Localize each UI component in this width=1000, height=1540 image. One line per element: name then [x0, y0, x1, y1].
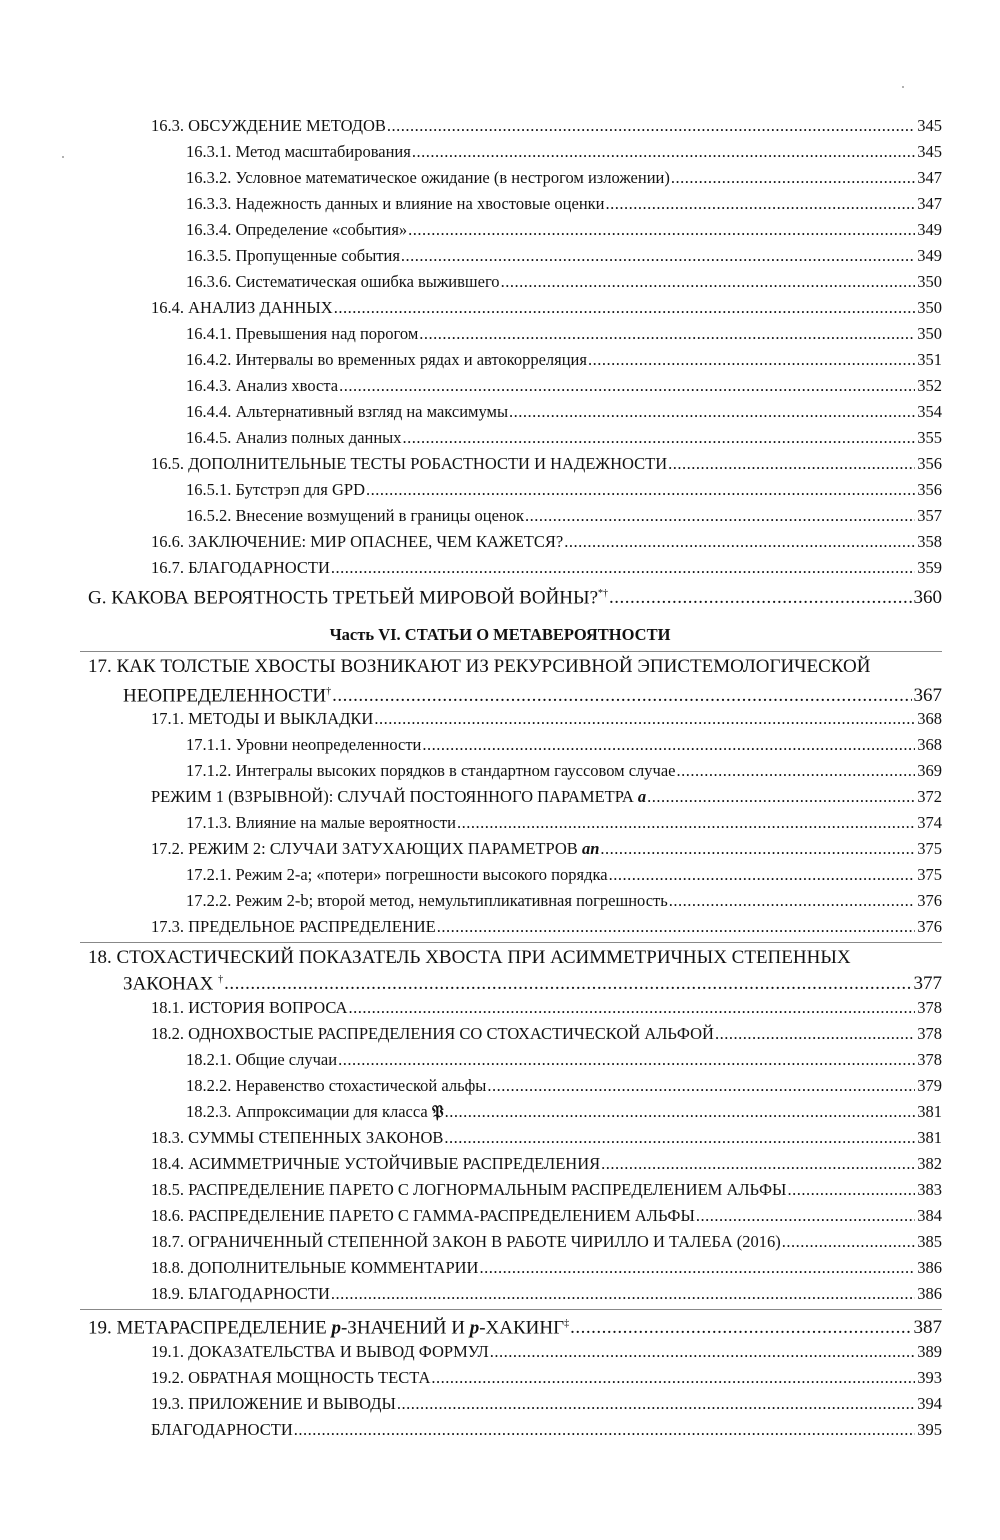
toc-leader-dots: [331, 1283, 915, 1305]
toc-leader-dots: [366, 479, 915, 501]
toc-leader-dots: [339, 375, 915, 397]
toc-entry-title: 16.3. ОБСУЖДЕНИЕ МЕТОДОВ: [151, 116, 386, 135]
toc-entry-title: 19.2. ОБРАТНАЯ МОЩНОСТЬ ТЕСТА: [151, 1368, 431, 1387]
toc-entry-title: 18.6. РАСПРЕДЕЛЕНИЕ ПАРЕТО С ГАММА-РАСПРЕДЕЛЕНИЕМ АЛЬФЫ: [151, 1206, 695, 1225]
toc-entry-title: 16.3.3. Надежность данных и влияние на хвостовые оценки: [186, 194, 605, 213]
toc-page-number: 381: [917, 1102, 942, 1121]
toc-entry-title: 18.2.3. Аппроксимации для класса: [186, 1102, 428, 1121]
divider: [80, 651, 942, 652]
toc-entry-title: 17.2.2. Режим 2-b; второй метод, немультипликативная погрешность: [186, 891, 668, 910]
toc-page-number: 357: [917, 506, 942, 525]
toc-entry-title: 16.6. ЗАКЛЮЧЕНИЕ: МИР ОПАСНЕЕ, ЧЕМ КАЖЕТСЯ?: [151, 532, 564, 551]
toc-page-number: 359: [917, 558, 942, 577]
toc-entry: [151, 786, 942, 808]
chapter-17-entry: [123, 681, 942, 707]
toc-entry-title: 17.1.3. Влияние на малые вероятности: [186, 813, 456, 832]
toc-entry: [186, 375, 942, 397]
toc-entry-title: 16.7. БЛАГОДАРНОСТИ: [151, 558, 330, 577]
toc-page-number: 395: [917, 1420, 942, 1439]
toc-leader-dots: [387, 115, 915, 137]
toc-leader-dots: [374, 708, 915, 730]
toc-entry-title: 16.3.5. Пропущенные события: [186, 246, 400, 265]
toc-entry: [186, 271, 942, 293]
toc-leader-dots: [401, 245, 915, 267]
toc-page-number: 350: [917, 324, 942, 343]
toc-leader-dots: [490, 1341, 915, 1363]
toc-entry-appendix-g: [88, 583, 942, 609]
toc-entry-param: a: [637, 787, 647, 806]
toc-entry: [151, 1179, 942, 1201]
toc-entry: [151, 1257, 942, 1279]
toc-leader-dots: [588, 349, 915, 371]
part-heading: Часть VI. СТАТЬИ О МЕТАВЕРОЯТНОСТИ: [329, 625, 671, 644]
toc-leader-dots: [479, 1257, 915, 1279]
toc-leader-dots: [647, 786, 915, 808]
toc-entry: [186, 193, 942, 215]
toc-page-number: 386: [917, 1258, 942, 1277]
toc-page-number: 368: [917, 709, 942, 728]
toc-entry: [186, 349, 942, 371]
chapter-19-entry: [88, 1313, 942, 1339]
toc-entry-mark: †: [218, 974, 224, 985]
toc-entry: [186, 812, 942, 834]
toc-entry: [151, 557, 942, 579]
toc-leader-dots: [696, 1205, 915, 1227]
toc-entry: [151, 708, 942, 730]
scan-speck: [62, 156, 64, 158]
toc-entry: [151, 531, 942, 553]
toc-entry-title: 16.4. АНАЛИЗ ДАННЫХ: [151, 298, 333, 317]
toc-page-number: 389: [917, 1342, 942, 1361]
toc-entry-title: 16.3.6. Систематическая ошибка выжившего: [186, 272, 500, 291]
toc-entry-title: 16.3.4. Определение «события»: [186, 220, 408, 239]
toc-leader-dots: [570, 1317, 911, 1339]
toc-page-number: 358: [917, 532, 942, 551]
toc-entry-title: 18.1. ИСТОРИЯ ВОПРОСА: [151, 998, 348, 1017]
toc-entry: [186, 245, 942, 267]
toc-entry-title: 16.4.1. Превышения над порогом: [186, 324, 419, 343]
toc-entry-title: 16.4.2. Интервалы во временных рядах и автокорреляция: [186, 350, 587, 369]
toc-leader-dots: [294, 1419, 915, 1441]
toc-entry-title: 18.4. АСИММЕТРИЧНЫЕ УСТОЙЧИВЫЕ РАСПРЕДЕЛЕНИЯ: [151, 1154, 601, 1173]
toc-entry-title: 16.4.3. Анализ хвоста: [186, 376, 339, 395]
toc-page-number: 381: [917, 1128, 942, 1147]
toc-page-number: 393: [917, 1368, 942, 1387]
toc-entry-title: БЛАГОДАРНОСТИ: [151, 1420, 293, 1439]
scan-speck: [902, 86, 904, 88]
toc-page-number: 378: [917, 1024, 942, 1043]
toc-entry-title: 18.9. БЛАГОДАРНОСТИ: [151, 1284, 330, 1303]
toc-page-number: 375: [917, 865, 942, 884]
toc-leader-dots: [509, 401, 915, 423]
toc-entry-title: 16.3.1. Метод масштабирования: [186, 142, 411, 161]
toc-entry: [151, 997, 942, 1019]
toc-page-number: 394: [917, 1394, 942, 1413]
toc-entry: [151, 1153, 942, 1175]
toc-leader-dots: [408, 219, 915, 241]
toc-leader-dots: [525, 505, 915, 527]
toc-entry-title: 17.1.1. Уровни неопределенности: [186, 735, 422, 754]
toc-page-number: 383: [917, 1180, 942, 1199]
toc-entry-title: 19.3. ПРИЛОЖЕНИЕ И ВЫВОДЫ: [151, 1394, 396, 1413]
toc-entry: [186, 1101, 942, 1123]
toc-page-number: 351: [917, 350, 942, 369]
toc-entry-param: p: [331, 1317, 341, 1339]
toc-entry-title: 17.1. МЕТОДЫ И ВЫКЛАДКИ: [151, 709, 374, 728]
divider: [80, 1309, 942, 1310]
toc-entry: [151, 1205, 942, 1227]
toc-entry: [186, 734, 942, 756]
toc-page-number: 367: [913, 685, 942, 707]
toc-leader-dots: [787, 1179, 915, 1201]
toc-page-number: 377: [913, 973, 942, 995]
toc-page-number: 356: [917, 454, 942, 473]
toc-leader-dots: [601, 1153, 915, 1175]
toc-page-number: 376: [917, 917, 942, 936]
toc-leader-dots: [348, 997, 915, 1019]
chapter-17-title-line1: 17. КАК ТОЛСТЫЕ ХВОСТЫ ВОЗНИКАЮТ ИЗ РЕКУРСИВНОЙ ЭПИСТЕМОЛОГИЧЕСКОЙ: [88, 656, 871, 677]
toc-entry: [151, 453, 942, 475]
toc-leader-dots: [609, 587, 911, 609]
toc-leader-dots: [676, 760, 915, 782]
toc-entry-title: 19.1. ДОКАЗАТЕЛЬСТВА И ВЫВОД ФОРМУЛ: [151, 1342, 489, 1361]
toc-leader-dots: [397, 1393, 915, 1415]
toc-entry-mark: *†: [598, 588, 609, 599]
toc-leader-dots: [669, 890, 915, 912]
toc-entry: [151, 297, 942, 319]
toc-entry-title: 18.3. СУММЫ СТЕПЕННЫХ ЗАКОНОВ: [151, 1128, 444, 1147]
toc-leader-dots: [334, 297, 916, 319]
toc-entry-title: 16.4.4. Альтернативный взгляд на максимумы: [186, 402, 509, 421]
toc-entry-title: 18.7. ОГРАНИЧЕННЫЙ СТЕПЕННОЙ ЗАКОН В РАБОТЕ ЧИРИЛЛО И ТАЛЕБА (2016): [151, 1232, 781, 1251]
toc-entry: [186, 427, 942, 449]
toc-page-number: 349: [917, 220, 942, 239]
toc-leader-dots: [487, 1075, 915, 1097]
toc-entry: [151, 1231, 942, 1253]
toc-entry-title: 17.2. РЕЖИМ 2: СЛУЧАИ ЗАТУХАЮЩИХ ПАРАМЕТРОВ: [151, 839, 578, 858]
toc-leader-dots: [332, 685, 911, 707]
toc-entry: [151, 1127, 942, 1149]
toc-page-number: 379: [917, 1076, 942, 1095]
toc-entry: [151, 916, 942, 938]
toc-entry: [151, 115, 942, 137]
toc-entry: [151, 838, 942, 860]
toc-leader-dots: [501, 271, 916, 293]
toc-entry: [151, 1367, 942, 1389]
toc-entry: [186, 1075, 942, 1097]
toc-leader-dots: [403, 427, 916, 449]
toc-page-number: 376: [917, 891, 942, 910]
toc-leader-dots: [422, 734, 915, 756]
toc-page-number: 378: [917, 1050, 942, 1069]
toc-page-number: 360: [913, 587, 942, 609]
toc-entry-title: 18.5. РАСПРЕДЕЛЕНИЕ ПАРЕТО С ЛОГНОРМАЛЬНЫМ РАСПРЕДЕЛЕНИЕМ АЛЬФЫ: [151, 1180, 787, 1199]
toc-entry: [186, 890, 942, 912]
toc-entry-title: 17.3. ПРЕДЕЛЬНОЕ РАСПРЕДЕЛЕНИЕ: [151, 917, 436, 936]
toc-entry-mark: †: [326, 686, 332, 697]
toc-leader-dots: [609, 864, 916, 886]
toc-leader-dots: [668, 453, 915, 475]
toc-page-number: 369: [917, 761, 942, 780]
toc-entry: [186, 864, 942, 886]
toc-entry: [186, 323, 942, 345]
toc-entry-title: 17.2.1. Режим 2-a; «потери» погрешности высокого порядка: [186, 865, 608, 884]
toc-entry-title: РЕЖИМ 1 (ВЗРЫВНОЙ): СЛУЧАЙ ПОСТОЯННОГО ПАРАМЕТРА: [151, 787, 634, 806]
toc-page-number: 356: [917, 480, 942, 499]
toc-entry-mark: ‡: [564, 1318, 570, 1329]
toc-leader-dots: [445, 1101, 916, 1123]
toc-leader-dots: [564, 531, 915, 553]
toc-page-number: 384: [917, 1206, 942, 1225]
toc-leader-dots: [437, 916, 916, 938]
toc-entry-title: 17.1.2. Интегралы высоких порядков в стандартном гауссовом случае: [186, 761, 676, 780]
toc-entry: [186, 219, 942, 241]
toc-leader-dots: [412, 141, 915, 163]
toc-leader-dots: [331, 557, 915, 579]
toc-page-number: 345: [917, 116, 942, 135]
toc-entry: [151, 1393, 942, 1415]
toc-entry-title: -ЗНАЧЕНИЙ И: [340, 1317, 470, 1339]
toc-entry-param: an: [581, 839, 600, 858]
toc-entry-param: p: [469, 1317, 480, 1339]
chapter-18-title-line1: 18. СТОХАСТИЧЕСКИЙ ПОКАЗАТЕЛЬ ХВОСТА ПРИ АСИММЕТРИЧНЫХ СТЕПЕННЫХ: [88, 947, 851, 968]
toc-leader-dots: [600, 838, 915, 860]
toc-page-number: 355: [917, 428, 942, 447]
toc-entry-title: 16.5.1. Бутстрэп для GPD: [186, 480, 366, 499]
toc-entry-title: 16.4.5. Анализ полных данных: [186, 428, 402, 447]
toc-entry-title: 18.8. ДОПОЛНИТЕЛЬНЫЕ КОММЕНТАРИИ: [151, 1258, 479, 1277]
toc-entry: [186, 505, 942, 527]
divider: [80, 942, 942, 943]
toc-page-number: 374: [917, 813, 942, 832]
toc-leader-dots: [419, 323, 915, 345]
toc-entry: [151, 1023, 942, 1045]
toc-entry-title: 16.5.2. Внесение возмущений в границы оценок: [186, 506, 525, 525]
toc-page-number: 378: [917, 998, 942, 1017]
toc-leader-dots: [715, 1023, 915, 1045]
toc-page-number: 382: [917, 1154, 942, 1173]
toc-entry-title: НЕОПРЕДЕЛЕННОСТИ: [123, 685, 327, 707]
toc-leader-dots: [224, 973, 911, 995]
toc-page-number: 349: [917, 246, 942, 265]
toc-page-number: 354: [917, 402, 942, 421]
toc-entry: [151, 1283, 942, 1305]
chapter-18-entry: [123, 969, 942, 995]
toc-leader-dots: [606, 193, 916, 215]
toc-entry: [151, 1341, 942, 1363]
toc-page-number: 375: [917, 839, 942, 858]
toc-leader-dots: [444, 1127, 915, 1149]
toc-page-number: 368: [917, 735, 942, 754]
toc-leader-dots: [671, 167, 915, 189]
toc-page-number: 350: [917, 298, 942, 317]
toc-entry: [186, 401, 942, 423]
toc-leader-dots: [431, 1367, 915, 1389]
toc-entry-title: ЗАКОНАХ: [123, 973, 214, 995]
toc-entry-symbol: 𝔓: [431, 1102, 444, 1121]
toc-entry: [186, 760, 942, 782]
toc-entry: [186, 479, 942, 501]
toc-page-number: 347: [917, 168, 942, 187]
toc-page-number: 347: [917, 194, 942, 213]
toc-entry-title: 16.3.2. Условное математическое ожидание (в нестрогом изложении): [186, 168, 670, 187]
toc-entry-title: 19. МЕТАРАСПРЕДЕЛЕНИЕ: [88, 1317, 332, 1339]
toc-entry: [186, 141, 942, 163]
toc-page-number: 352: [917, 376, 942, 395]
toc-entry-title: 18.2. ОДНОХВОСТЫЕ РАСПРЕДЕЛЕНИЯ СО СТОХАСТИЧЕСКОЙ АЛЬФОЙ: [151, 1024, 714, 1043]
toc-leader-dots: [457, 812, 915, 834]
toc-leader-dots: [338, 1049, 915, 1071]
toc-entry-title: 16.5. ДОПОЛНИТЕЛЬНЫЕ ТЕСТЫ РОБАСТНОСТИ И НАДЕЖНОСТИ: [151, 454, 668, 473]
toc-page-number: 386: [917, 1284, 942, 1303]
toc-leader-dots: [782, 1231, 916, 1253]
toc-entry: [151, 1419, 942, 1441]
toc-entry: [186, 1049, 942, 1071]
toc-page-number: 372: [917, 787, 942, 806]
toc-entry-title: 18.2.1. Общие случаи: [186, 1050, 338, 1069]
toc-entry-title: G. КАКОВА ВЕРОЯТНОСТЬ ТРЕТЬЕЙ МИРОВОЙ ВОЙНЫ?: [88, 587, 599, 609]
toc-entry-title: -ХАКИНГ: [479, 1317, 565, 1339]
toc-entry: [186, 167, 942, 189]
toc-page-number: 345: [917, 142, 942, 161]
toc-page-number: 387: [913, 1317, 942, 1339]
toc-page-number: 350: [917, 272, 942, 291]
toc-entry-title: 18.2.2. Неравенство стохастической альфы: [186, 1076, 487, 1095]
toc-page-number: 385: [917, 1232, 942, 1251]
